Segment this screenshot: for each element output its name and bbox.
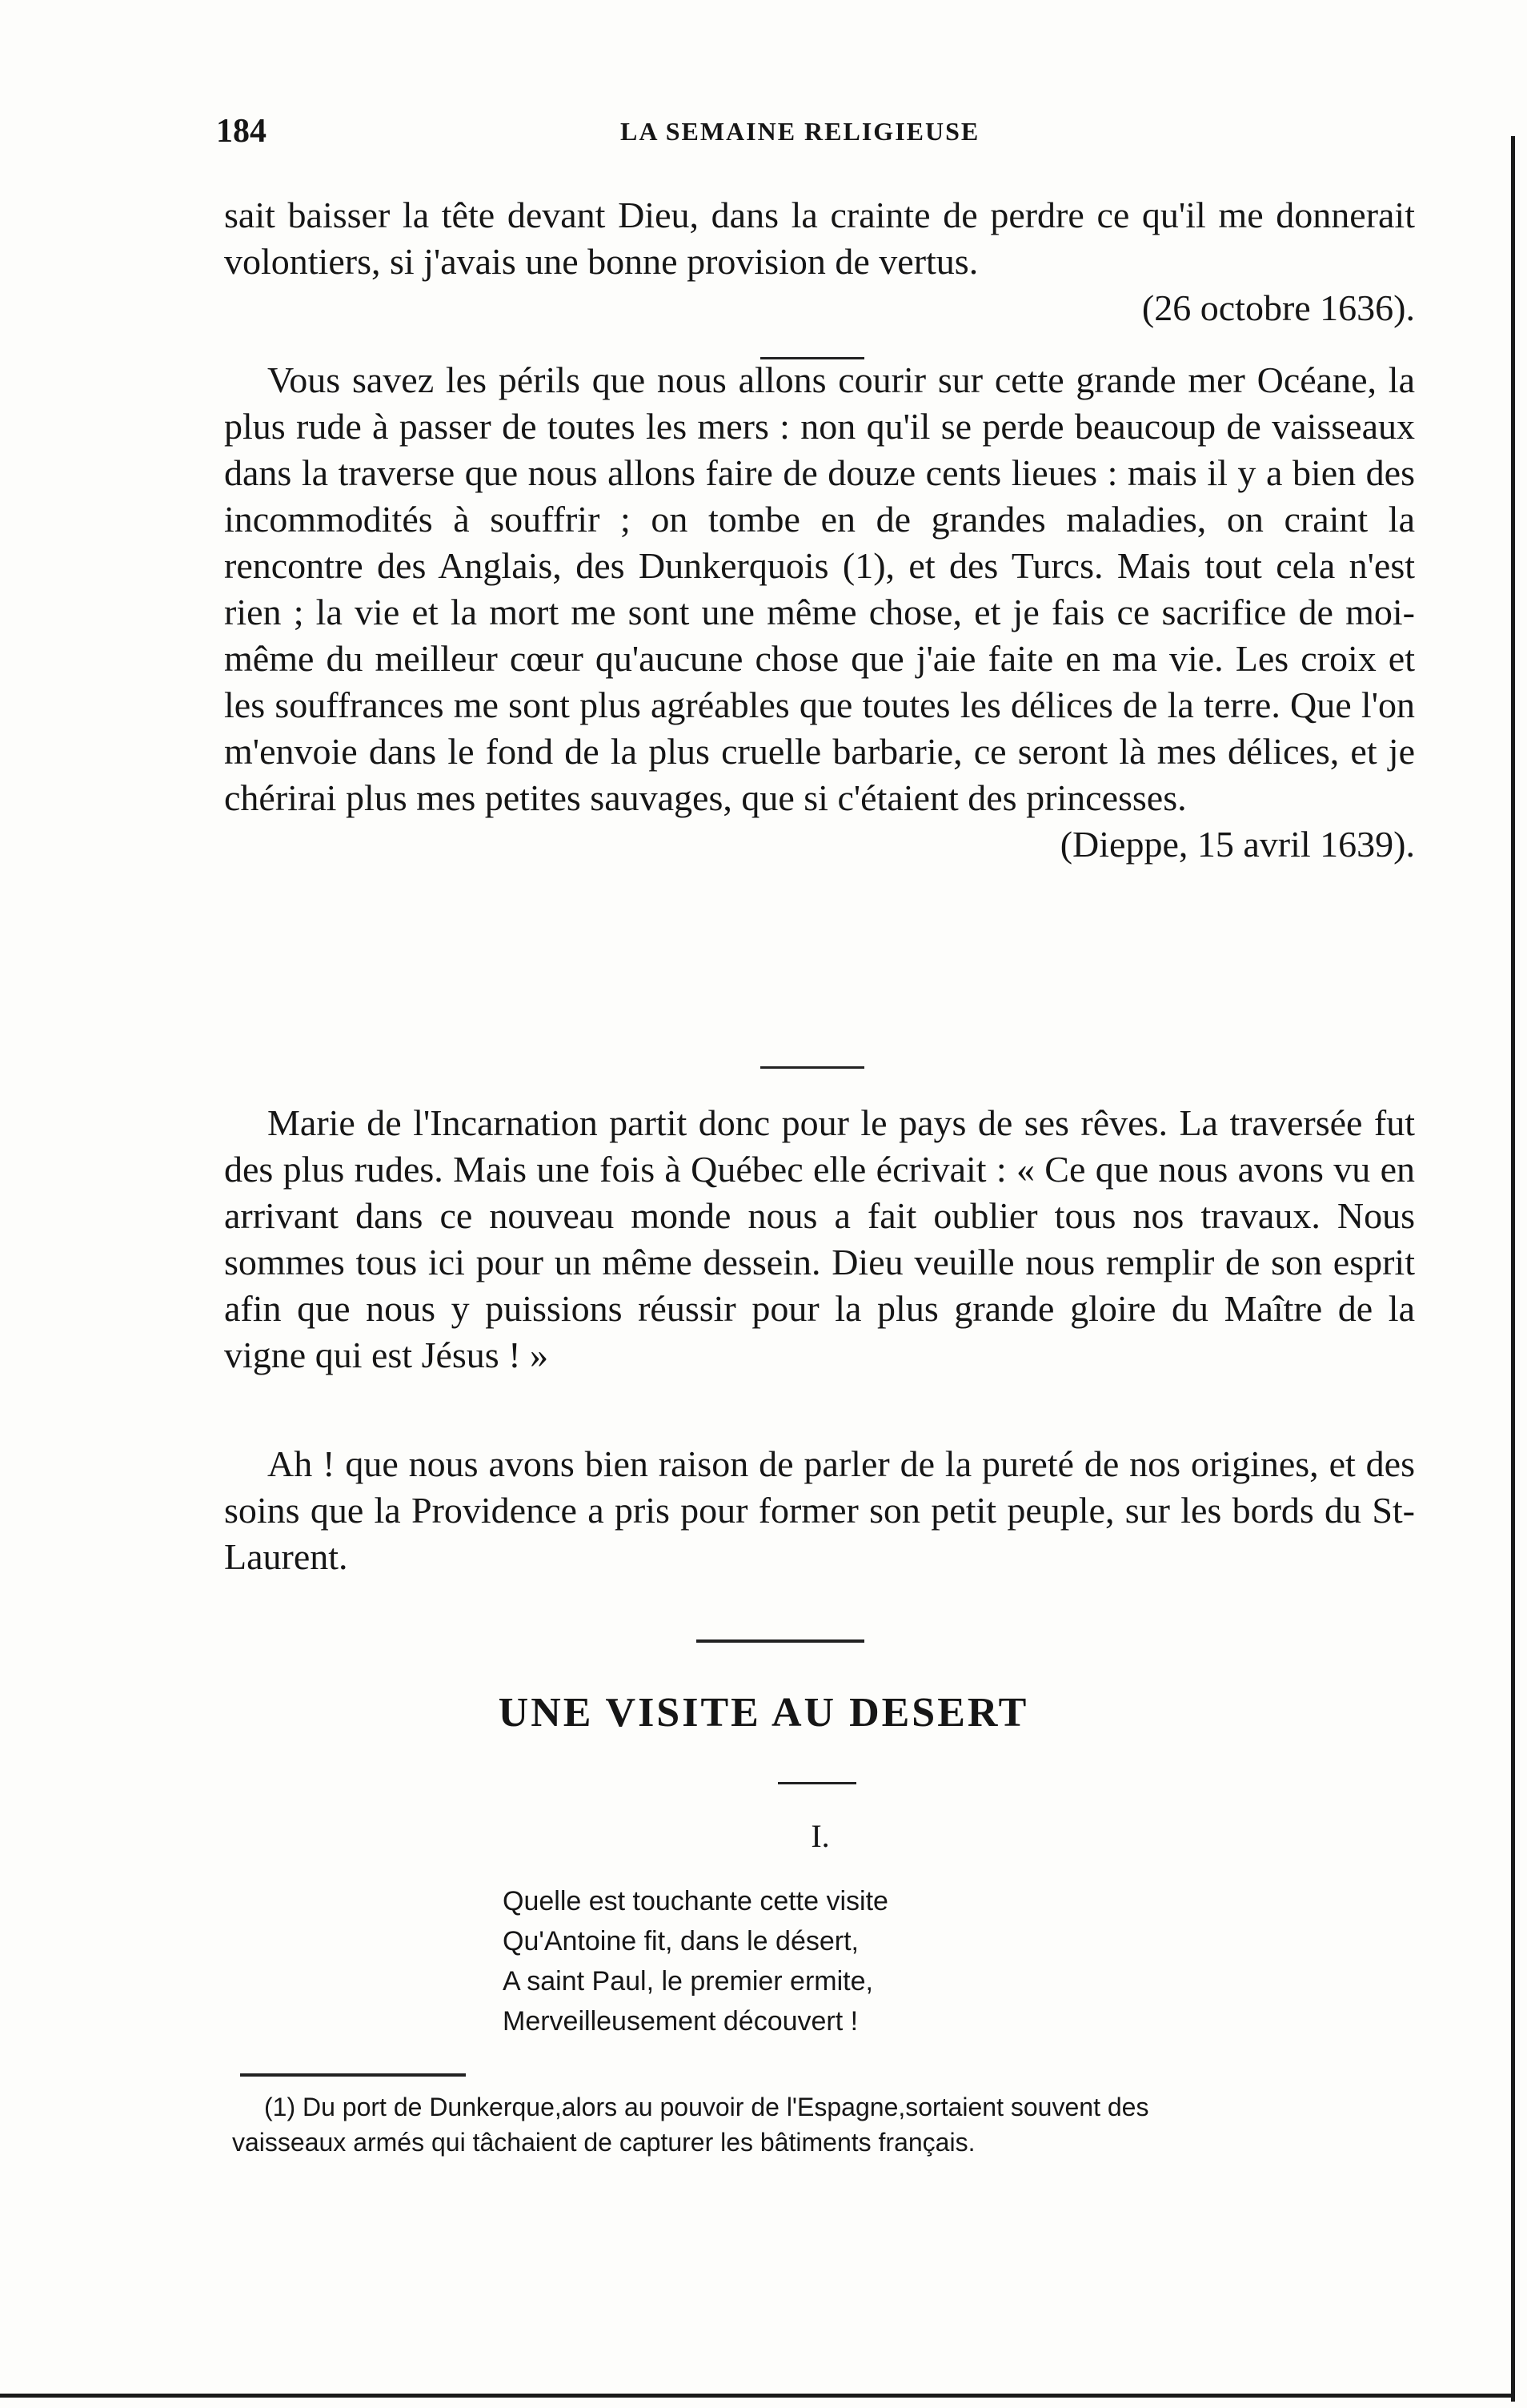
footnote-line: vaisseaux armés qui tâchaient de capturer les bâtiments français. <box>232 2128 976 2157</box>
paragraph-4-text: Ah ! que nous avons bien raison de parler de la pureté de nos origines, et des soins que la Providence a pris pour former son petit peuple, sur les bords du St-Laurent. <box>224 1443 1415 1577</box>
paragraph-3-text: Marie de l'Incarnation partit donc pour le pays de ses rêves. La traversée fut des plus rudes. Mais une fois à Québec elle écrivait : « Ce que nous avons vu en arrivant dans ce nouveau monde nous a fait oublier tous nos travaux. Nous sommes tous ici pour un même dessein. Dieu veuille nous remplir de son esprit afin que nous y puissions réussir pour la plus grande gloire du Maître de la vigne qui est Jésus ! » <box>224 1102 1415 1375</box>
footnote <box>232 2089 1417 2160</box>
section-heading: UNE VISITE AU DESERT <box>498 1690 1029 1736</box>
heading-underline <box>778 1782 856 1784</box>
paragraph-1-text: sait baisser la tête devant Dieu, dans la crainte de perdre ce qu'il me donnerait volontiers, si j'avais une bonne provision de vertus. <box>224 195 1415 282</box>
section-divider <box>696 1639 864 1643</box>
page-edge-right <box>1511 136 1515 2402</box>
date-text: (Dieppe, 15 avril 1639). <box>1060 824 1415 865</box>
paragraph-2 <box>224 357 1415 868</box>
paragraph-2-date <box>224 821 1415 868</box>
poem-line: A saint Paul, le premier ermite, <box>503 1966 873 1997</box>
date-text: (26 octobre 1636). <box>1141 287 1415 328</box>
running-header <box>216 112 1401 160</box>
footnote-rule <box>240 2073 466 2077</box>
poem-stanza <box>503 1881 1223 2041</box>
page-number: 184 <box>216 113 267 150</box>
poem-line: Qu'Antoine fit, dans le désert, <box>503 1926 859 1956</box>
paragraph-2-text: Vous savez les périls que nous allons courir sur cette grande mer Océane, la plus rude à passer de toutes les mers : non qu'il se perde beaucoup de vaisseaux dans la traverse que nous allons faire de douze cents lieues : mais il y a bien des incommodités à souffrir ; on tombe en de grandes maladies, on craint la rencontre des Anglais, des Dunkerquois (1), et des Turcs. Mais tout cela n'est rien ; la vie et la mort me sont une même chose, et je fais ce sacrifice de moi-même du meilleur cœur qu'aucune chose que j'aie faite en ma vie. Les croix et les souffrances me sont plus agréables que toutes les délices de la terre. Que l'on m'envoie dans le fond de la plus cruelle barbarie, ce seront là mes délices, et je chérirai plus mes petites sauvages, que si c'étaient des princesses. <box>224 359 1415 818</box>
poem-line: Merveilleusement découvert ! <box>503 2006 859 2037</box>
footnote-line: (1) Du port de Dunkerque,alors au pouvoir de l'Espagne,sortaient souvent des <box>264 2093 1149 2121</box>
stanza-numeral: I. <box>811 1818 830 1854</box>
page-edge-bottom <box>0 2394 1515 2398</box>
poem-line: Quelle est touchante cette visite <box>503 1886 888 1916</box>
running-title: LA SEMAINE RELIGIEUSE <box>620 117 980 146</box>
paragraph-4 <box>224 1441 1415 1580</box>
paragraph-1-date <box>224 285 1415 331</box>
separator-rule <box>760 1066 864 1069</box>
paragraph-1 <box>224 192 1415 331</box>
paragraph-3 <box>224 1100 1415 1379</box>
